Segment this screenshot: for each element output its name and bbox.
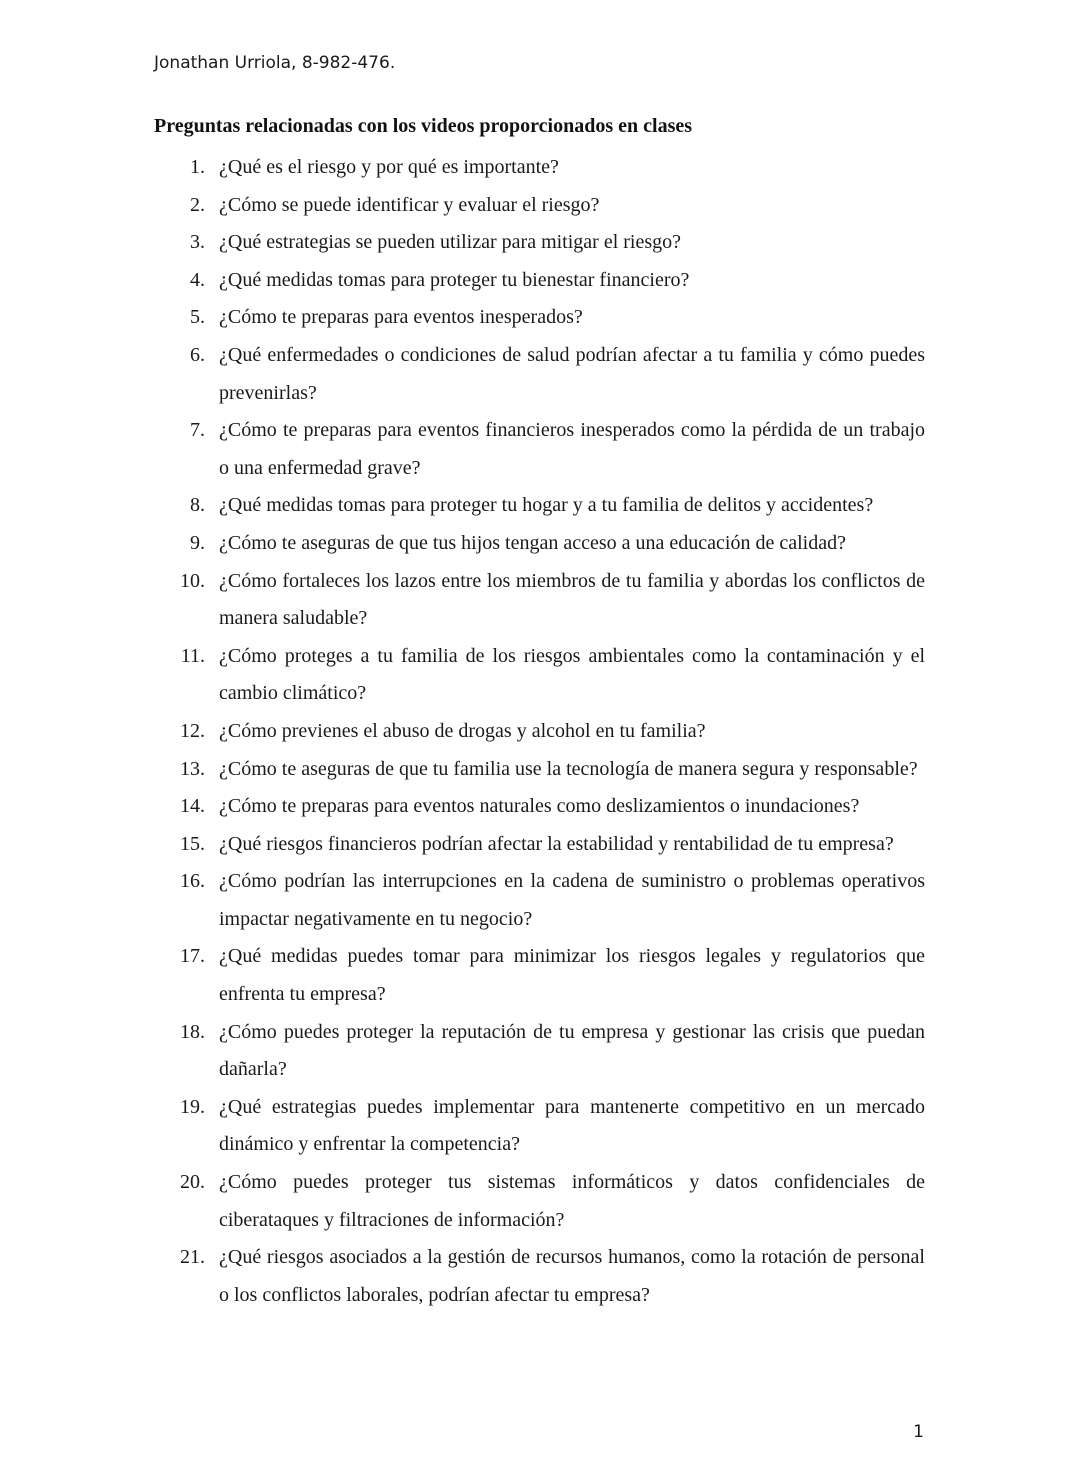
question-number: 16.: [180, 870, 205, 893]
question-text: ¿Cómo te preparas para eventos financieros inesperados como la pérdida de un trabajo o una enfermedad grave?: [219, 419, 925, 479]
question-item: [0, 525, 1080, 563]
question-text: ¿Qué es el riesgo y por qué es importante?: [219, 156, 559, 178]
question-text: ¿Qué estrategias puedes implementar para mantenerte competitivo en un mercado dinámico y enfrentar la competencia?: [219, 1095, 925, 1156]
question-item: [0, 187, 1080, 225]
question-text: ¿Qué medidas puedes tomar para minimizar los riesgos legales y regulatorios que enfrenta tu empresa?: [219, 945, 925, 1006]
question-item: [0, 863, 1080, 938]
question-text: ¿Cómo puedes proteger tus sistemas informáticos y datos confidenciales de ciberataques y filtraciones de información?: [219, 1171, 925, 1231]
question-number: 1.: [190, 156, 205, 178]
question-number: 8.: [190, 494, 205, 517]
question-number: 15.: [180, 832, 205, 855]
question-item: [0, 487, 1080, 525]
question-number: 6.: [190, 343, 205, 366]
question-number: 2.: [190, 193, 205, 216]
question-number: 12.: [180, 719, 205, 742]
question-text: ¿Qué riesgos asociados a la gestión de recursos humanos, como la rotación de personal o los conflictos laborales, podrían afectar tu empresa?: [219, 1246, 925, 1306]
question-number: 5.: [190, 306, 205, 329]
question-item: [0, 262, 1080, 300]
question-item: [0, 1239, 1080, 1314]
question-number: 13.: [180, 757, 205, 780]
question-item: [0, 826, 1080, 864]
question-item: [0, 149, 1080, 187]
question-text: ¿Qué estrategias se pueden utilizar para mitigar el riesgo?: [219, 231, 682, 254]
question-number: 7.: [190, 419, 205, 442]
question-text: ¿Cómo te aseguras de que tu familia use la tecnología de manera segura y responsable?: [219, 757, 918, 780]
question-number: 19.: [180, 1095, 205, 1118]
question-item: [0, 337, 1080, 412]
question-text: ¿Qué medidas tomas para proteger tu bienestar financiero?: [219, 268, 690, 291]
question-item: [0, 751, 1080, 789]
question-item: [0, 1164, 1080, 1239]
document-title: Preguntas relacionadas con los videos proporcionados en clases: [154, 115, 693, 137]
question-item: [0, 563, 1080, 638]
question-text: ¿Cómo proteges a tu familia de los riesgos ambientales como la contaminación y el cambio climático?: [219, 644, 925, 705]
question-text: ¿Cómo te preparas para eventos naturales como deslizamientos o inundaciones?: [219, 795, 860, 818]
question-number: 21.: [180, 1246, 205, 1269]
question-number: 14.: [180, 795, 205, 818]
question-item: [0, 1089, 1080, 1164]
question-text: ¿Cómo te preparas para eventos inesperados?: [219, 306, 583, 329]
question-number: 17.: [180, 945, 205, 968]
question-item: [0, 224, 1080, 262]
question-text: ¿Cómo se puede identificar y evaluar el riesgo?: [219, 193, 600, 216]
question-text: ¿Cómo te aseguras de que tus hijos tengan acceso a una educación de calidad?: [219, 531, 846, 554]
question-number: 18.: [180, 1020, 205, 1043]
question-text: ¿Qué riesgos financieros podrían afectar la estabilidad y rentabilidad de tu empresa?: [219, 832, 894, 855]
question-text: ¿Cómo podrían las interrupciones en la cadena de suministro o problemas operativos impactar negativamente en tu negocio?: [219, 870, 925, 930]
question-number: 3.: [190, 231, 205, 254]
question-list: [0, 149, 1080, 1314]
question-number: 4.: [190, 268, 205, 291]
question-number: 11.: [180, 644, 205, 667]
question-number: 20.: [180, 1171, 205, 1194]
question-item: [0, 788, 1080, 826]
question-number: 10.: [180, 569, 205, 592]
question-text: ¿Cómo puedes proteger la reputación de tu empresa y gestionar las crisis que puedan dañarla?: [219, 1020, 925, 1081]
question-text: ¿Qué enfermedades o condiciones de salud podrían afectar a tu familia y cómo puedes prevenirlas?: [219, 343, 925, 404]
question-number: 9.: [190, 531, 205, 554]
question-item: [0, 1014, 1080, 1089]
question-item: [0, 638, 1080, 713]
question-item: [0, 412, 1080, 487]
question-text: ¿Cómo fortaleces los lazos entre los miembros de tu familia y abordas los conflictos de manera saludable?: [219, 569, 925, 630]
question-item: [0, 938, 1080, 1013]
question-text: ¿Qué medidas tomas para proteger tu hogar y a tu familia de delitos y accidentes?: [219, 494, 874, 517]
page-number: 1: [913, 1422, 924, 1442]
question-item: [0, 713, 1080, 751]
question-item: [0, 299, 1080, 337]
question-text: ¿Cómo previenes el abuso de drogas y alcohol en tu familia?: [219, 719, 706, 742]
author-line: Jonathan Urriola, 8-982-476.: [154, 53, 396, 73]
